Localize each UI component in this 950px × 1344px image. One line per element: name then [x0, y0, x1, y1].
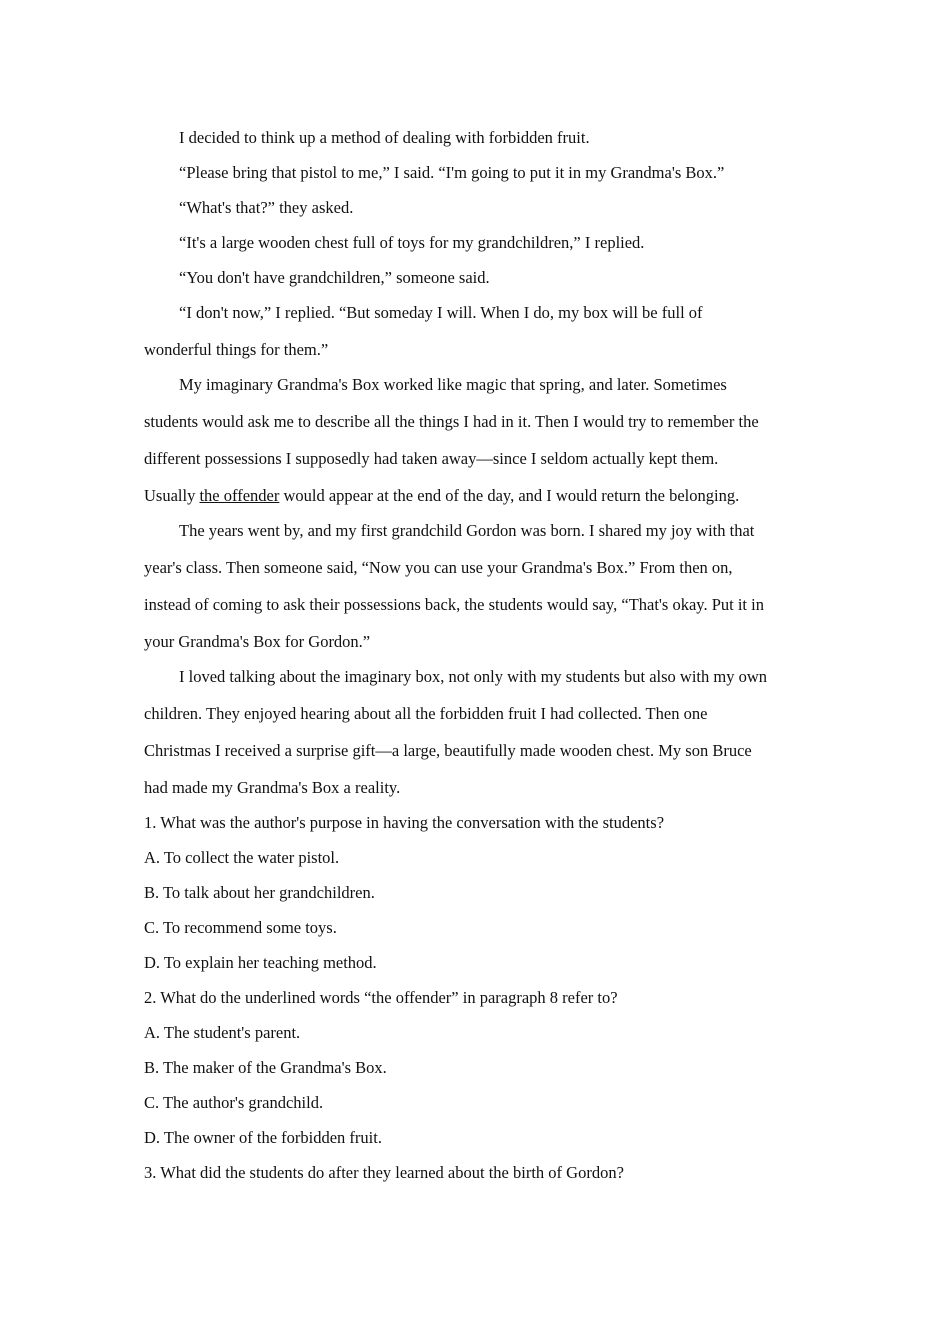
paragraph-6-line-1: “I don't now,” I replied. “But someday I will. When I do, my box will be full of — [179, 303, 703, 322]
paragraph-7-line-1: My imaginary Grandma's Box worked like magic that spring, and later. Sometimes — [179, 375, 727, 394]
paragraph-6 — [144, 299, 808, 371]
question-2-option-c: C. The author's grandchild. — [144, 1093, 324, 1112]
question-2-text: 2. What do the underlined words “the offender” in paragraph 8 refer to? — [144, 988, 618, 1007]
question-3 — [144, 1159, 808, 1194]
paragraph-2: “Please bring that pistol to me,” I said. “I'm going to put it in my Grandma's Box.” — [179, 163, 725, 182]
paragraph-7-line-4 — [144, 482, 808, 517]
question-2-option-d: D. The owner of the forbidden fruit. — [144, 1128, 382, 1147]
paragraph-9-line-1: I loved talking about the imaginary box, not only with my students but also with my own — [179, 667, 767, 686]
paragraph-7-text-after: would appear at the end of the day, and I would return the belonging. — [279, 486, 740, 505]
paragraph-8-line-4: your Grandma's Box for Gordon.” — [144, 632, 371, 651]
paragraph-8-line-3: instead of coming to ask their possessions back, the students would say, “That's okay. Put it in — [144, 595, 764, 614]
question-2 — [144, 984, 808, 1159]
question-1 — [144, 809, 808, 984]
paragraph-9 — [144, 663, 808, 809]
underlined-offender-text: the offender — [199, 486, 280, 505]
document-page — [144, 124, 808, 1194]
paragraph-9-line-3: Christmas I received a surprise gift—a large, beautifully made wooden chest. My son Bruce — [144, 741, 752, 760]
question-2-option-a: A. The student's parent. — [144, 1023, 301, 1042]
paragraph-8 — [144, 517, 808, 663]
question-1-option-b: B. To talk about her grandchildren. — [144, 883, 375, 902]
question-3-text: 3. What did the students do after they learned about the birth of Gordon? — [144, 1163, 624, 1182]
question-1-text: 1. What was the author's purpose in having the conversation with the students? — [144, 813, 665, 832]
paragraph-7-text-before: Usually — [144, 486, 200, 505]
question-1-option-a: A. To collect the water pistol. — [144, 848, 340, 867]
question-2-option-b: B. The maker of the Grandma's Box. — [144, 1058, 387, 1077]
paragraph-8-line-1: The years went by, and my first grandchild Gordon was born. I shared my joy with that — [179, 521, 755, 540]
paragraph-4: “It's a large wooden chest full of toys for my grandchildren,” I replied. — [179, 233, 645, 252]
question-1-option-c: C. To recommend some toys. — [144, 918, 337, 937]
paragraph-5: “You don't have grandchildren,” someone said. — [179, 268, 490, 287]
paragraph-9-line-2: children. They enjoyed hearing about all the forbidden fruit I had collected. Then one — [144, 704, 708, 723]
paragraph-7-line-3: different possessions I supposedly had taken away—since I seldom actually kept them. — [144, 449, 719, 468]
question-1-option-d: D. To explain her teaching method. — [144, 953, 377, 972]
paragraph-7 — [144, 371, 808, 517]
paragraph-1: I decided to think up a method of dealing with forbidden fruit. — [179, 128, 590, 147]
paragraph-3: “What's that?” they asked. — [179, 198, 354, 217]
paragraph-9-line-4: had made my Grandma's Box a reality. — [144, 778, 401, 797]
paragraph-6-line-2: wonderful things for them.” — [144, 340, 329, 359]
paragraph-7-line-2: students would ask me to describe all the things I had in it. Then I would try to remember the — [144, 412, 759, 431]
paragraph-8-line-2: year's class. Then someone said, “Now you can use your Grandma's Box.” From then on, — [144, 558, 733, 577]
